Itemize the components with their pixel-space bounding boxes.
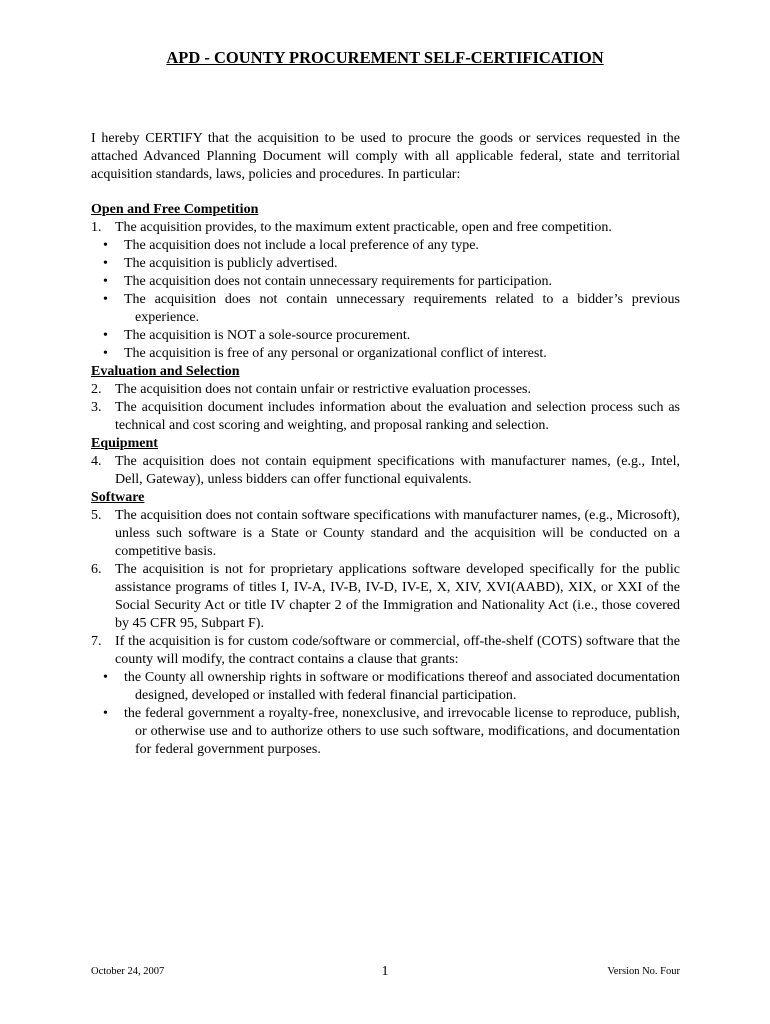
- list-item: [91, 507, 680, 561]
- item-number: 4.: [91, 454, 102, 469]
- item-text: The acquisition is not for proprietary applications software developed specifically for the public assistance programs of titles I, IV-A, IV-B, IV-D, IV-E, X, XIV, XVI(AABD), XIX, or XXI of the Social Security Act or title IV chapter 2 of the Immigration and Nationality Act (i.e., those covered by 45 CFR 95, Subpart F).: [115, 562, 680, 631]
- bullet-icon: •: [103, 670, 108, 685]
- list-item: [91, 453, 680, 489]
- item-number: 6.: [91, 562, 102, 577]
- footer-page-number: 1: [381, 964, 389, 979]
- section-heading-software: Software: [91, 490, 145, 505]
- document-body: [91, 130, 680, 759]
- document-title: APD - COUNTY PROCUREMENT SELF-CERTIFICATION: [166, 48, 604, 67]
- item-number: 7.: [91, 634, 102, 649]
- section-heading-open: Open and Free Competition: [91, 202, 259, 217]
- bullet-icon: •: [103, 346, 108, 361]
- bullet-item: • The acquisition is free of any personal or organizational conflict of interest.: [103, 346, 547, 361]
- item-text: The acquisition does not contain software specifications with manufacturer names, (e.g., Microsoft), unless such software is a State or County standard and the acquisition will be conducted on a competitive basis.: [115, 508, 680, 559]
- section-heading-evaluation: Evaluation and Selection: [91, 364, 240, 379]
- bullet-icon: •: [103, 238, 108, 253]
- list-item: [91, 633, 680, 669]
- item-text: The acquisition provides, to the maximum extent practicable, open and free competition.: [115, 220, 612, 235]
- bullet-item: • The acquisition is publicly advertised.: [103, 256, 338, 271]
- bullet-icon: •: [103, 706, 108, 721]
- bullet-item: • the County all ownership rights in software or modifications thereof and associated documentation designed, developed or installed with federal financial participation.: [103, 670, 680, 703]
- item-text: The acquisition does not contain equipment specifications with manufacturer names, (e.g., Intel, Dell, Gateway), unless bidders can offer functional equivalents.: [115, 454, 680, 487]
- list-item: [91, 561, 680, 633]
- item-number: 5.: [91, 508, 102, 523]
- item-number: 2.: [91, 382, 102, 397]
- list-item: [91, 381, 680, 399]
- bullet-icon: •: [103, 292, 108, 307]
- item-text: The acquisition does not contain unfair or restrictive evaluation processes.: [115, 382, 531, 397]
- bullet-item: • The acquisition is NOT a sole-source procurement.: [103, 328, 411, 343]
- item-text: If the acquisition is for custom code/software or commercial, off-the-shelf (COTS) software that the county will modify, the contract contains a clause that grants:: [115, 634, 680, 667]
- item-text: The acquisition document includes information about the evaluation and selection process such as technical and cost scoring and weighting, and proposal ranking and selection.: [115, 400, 680, 433]
- list-item: [91, 399, 680, 435]
- section-heading-equipment: Equipment: [91, 436, 158, 451]
- bullet-icon: •: [103, 256, 108, 271]
- bullet-item: • The acquisition does not include a local preference of any type.: [103, 238, 479, 253]
- bullet-icon: •: [103, 328, 108, 343]
- item-number: 1.: [91, 220, 102, 235]
- bullet-item: • The acquisition does not contain unnecessary requirements for participation.: [103, 274, 553, 289]
- bullet-item: • The acquisition does not contain unnecessary requirements related to a bidder’s previous experience.: [103, 292, 680, 325]
- intro-paragraph: I hereby CERTIFY that the acquisition to be used to procure the goods or services requested in the attached Advanced Planning Document will comply with all applicable federal, state and territorial acquisition standards, laws, policies and procedures. In particular:: [91, 131, 680, 182]
- list-item: [91, 219, 680, 237]
- bullet-icon: •: [103, 274, 108, 289]
- footer-date: October 24, 2007: [91, 966, 165, 977]
- item-number: 3.: [91, 400, 102, 415]
- bullet-item: • the federal government a royalty-free, nonexclusive, and irrevocable license to reproduce, publish, or otherwise use and to authorize others to use such software, modifications, and documentation for federal government purposes.: [103, 706, 680, 757]
- footer-version: Version No. Four: [607, 966, 680, 977]
